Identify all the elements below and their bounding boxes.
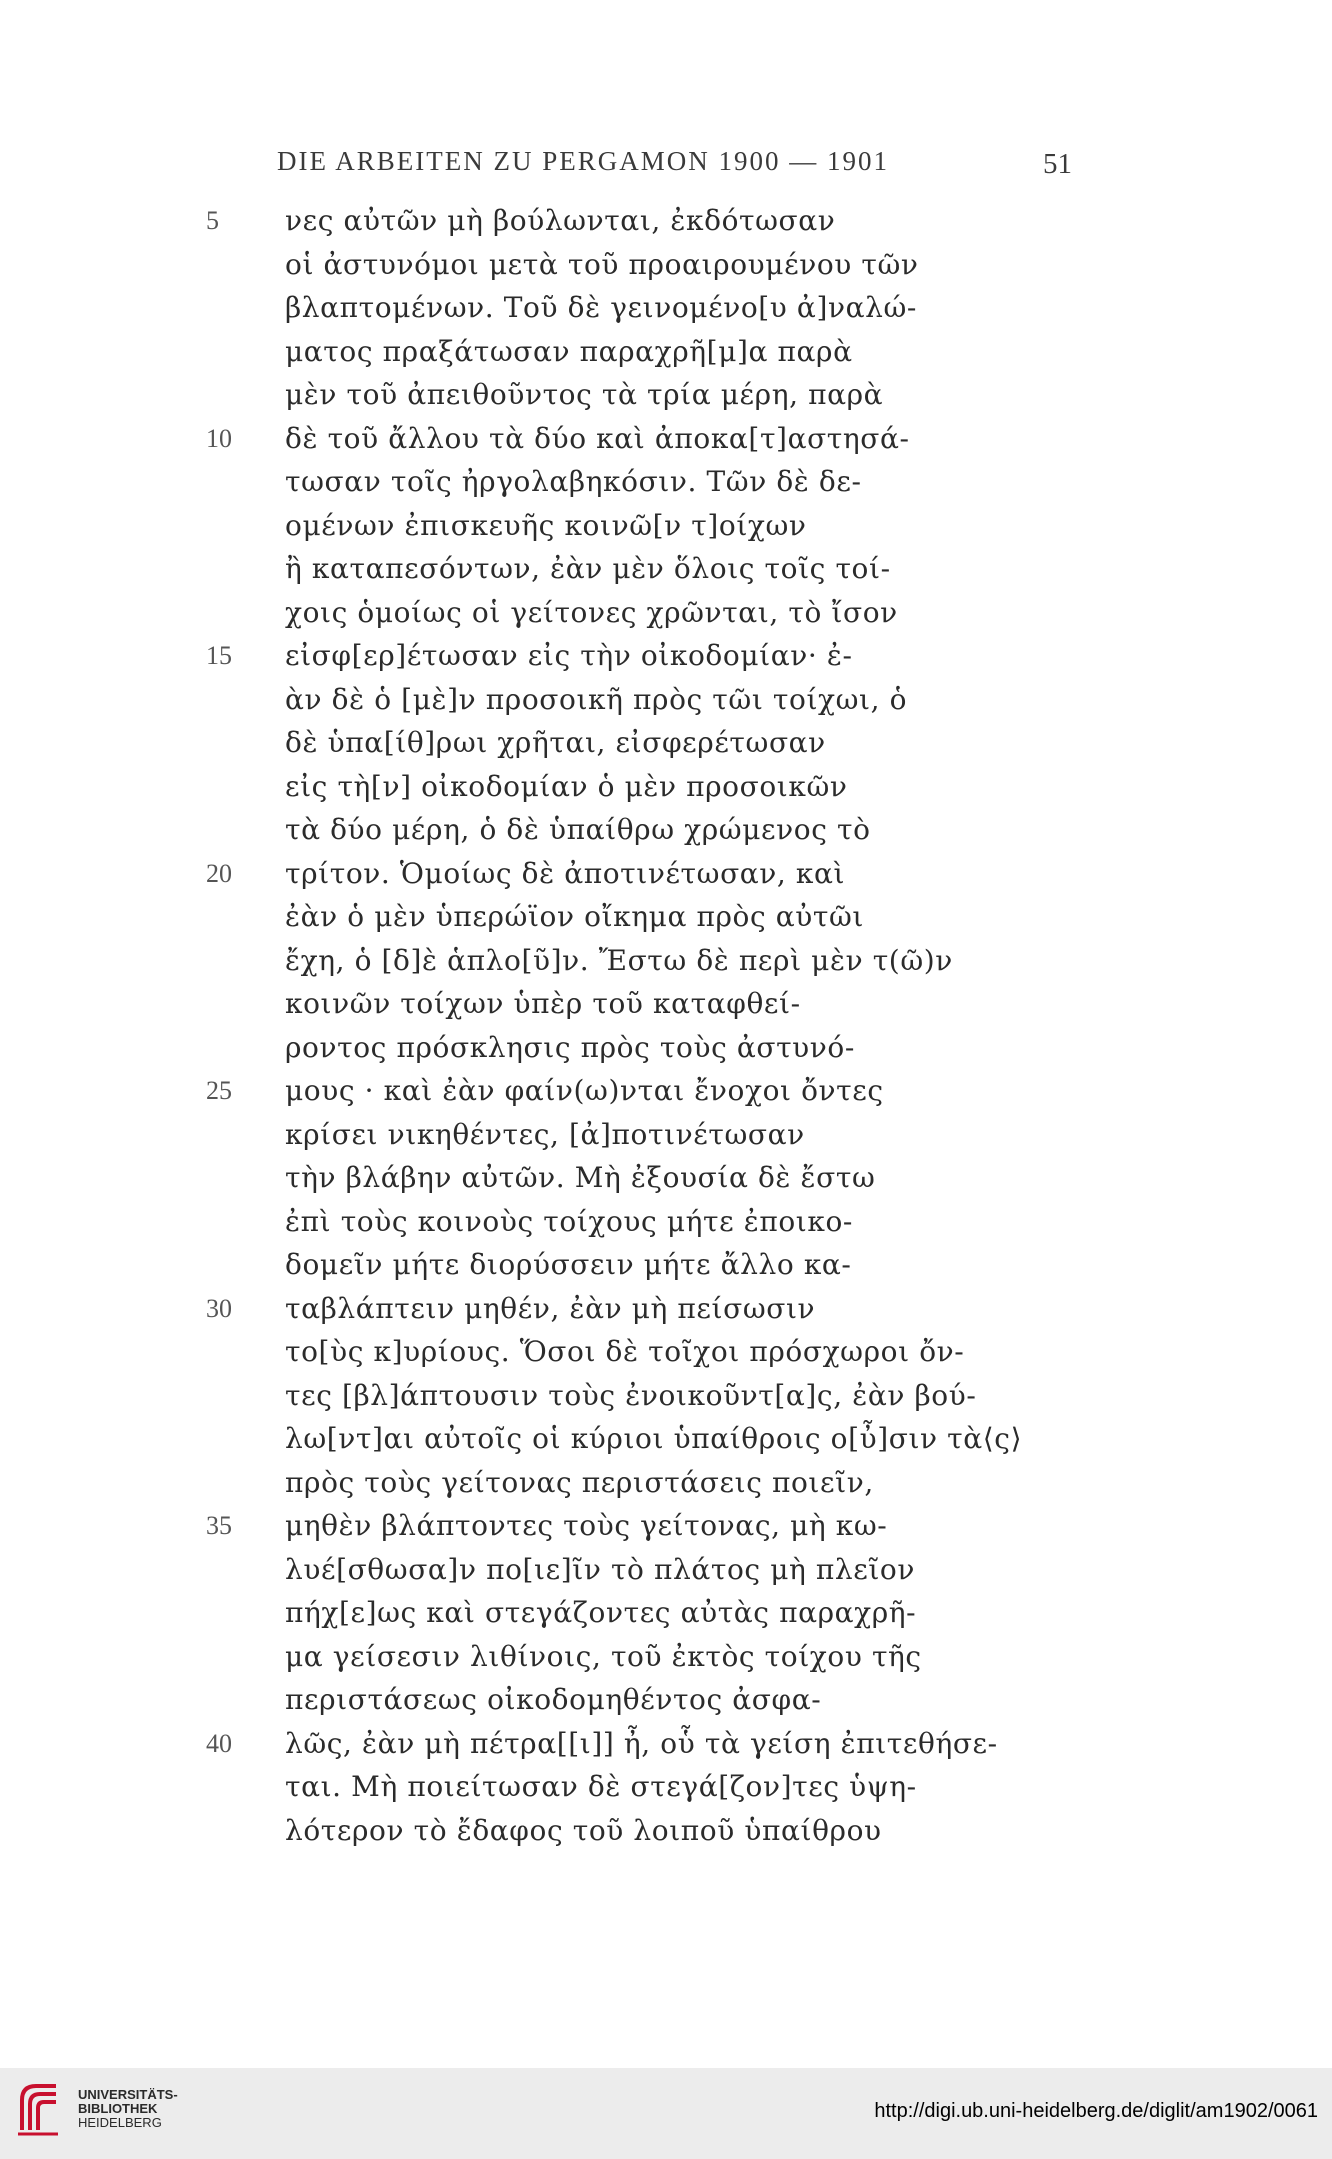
library-name-line1: UNIVERSITÄTS- (78, 2087, 178, 2102)
text-line (0, 1814, 1332, 1858)
line-number: 10 (206, 423, 232, 453)
line-text: χοις ὁμοίως οἱ γείτονες χρῶνται, τὸ ἴσον (285, 595, 898, 629)
line-text: μα γείσεσιν λιθίνοις, τοῦ ἐκτὸς τοίχου τῆς (285, 1639, 922, 1673)
text-line (0, 1553, 1332, 1597)
line-number: 15 (206, 641, 232, 670)
line-text: ἢ καταπεσόντων, ἐὰν μὲν ὅλοις τοῖς τοί- (285, 552, 891, 585)
text-line (0, 1683, 1332, 1727)
line-text: λότερον τὸ ἔδαφος τοῦ λοιποῦ ὑπαίθρου (285, 1813, 882, 1847)
text-line (0, 900, 1332, 944)
text-line (0, 639, 1332, 683)
line-text: λω[ντ]αι αὐτοῖς οἱ κύριοι ὑπαίθροις ο[ὖ]σιν τὰ⟨ς⟩ (285, 1422, 1023, 1455)
text-line (0, 1248, 1332, 1292)
line-text: τὰ δύο μέρη, ὁ δὲ ὑπαίθρω χρώμενος τὸ (285, 813, 871, 846)
text-line (0, 335, 1332, 379)
line-text: οἱ ἀστυνόμοι μετὰ τοῦ προαιρουμένου τῶν (285, 247, 919, 281)
text-line (0, 770, 1332, 814)
text-line (0, 1292, 1332, 1336)
line-text: δομεῖν μήτε διορύσσειν μήτε ἄλλο κα- (285, 1248, 852, 1281)
line-text: νες αὐτῶν μὴ βούλωνται, ἐκδότωσαν (285, 204, 836, 237)
line-text: βλαπτομένων. Τοῦ δὲ γεινομένο[υ ἀ]ναλώ- (285, 291, 917, 324)
line-number: 40 (206, 1728, 232, 1758)
text-line (0, 857, 1332, 901)
line-text: κοινῶν τοίχων ὑπὲρ τοῦ καταφθεί- (285, 987, 801, 1020)
line-text: ροντος πρόσκλησις πρὸς τοὺς ἀστυνό- (285, 1030, 855, 1064)
text-line (0, 1379, 1332, 1423)
line-text: δὲ ὑπα[ίθ]ρωι χρῆται, εἰσφερέτωσαν (285, 726, 826, 759)
text-line (0, 987, 1332, 1031)
line-text: ταβλάπτειν μηθέν, ἐὰν μὴ πείσωσιν (285, 1291, 816, 1325)
line-text: κρίσει νικηθέντες, [ἀ]ποτινέτωσαν (285, 1117, 805, 1151)
line-text: ἐπὶ τοὺς κοινοὺς τοίχους μήτε ἐποικο- (285, 1204, 853, 1238)
text-line (0, 1727, 1332, 1771)
text-line (0, 378, 1332, 422)
ub-heidelberg-logo-icon (14, 2078, 64, 2138)
text-line (0, 248, 1332, 292)
text-line (0, 683, 1332, 727)
line-text: μους · καὶ ἐὰν φαίν(ω)νται ἔνοχοι ὄντες (285, 1074, 884, 1107)
text-line (0, 1422, 1332, 1466)
line-number: 5 (206, 206, 219, 235)
line-text: ματος πραξάτωσαν παραχρῆ[μ]α παρὰ (285, 334, 853, 368)
text-line (0, 1466, 1332, 1510)
line-text: ἔχη, ὁ [δ]ὲ ἁπλο[ῦ]ν. Ἔστω δὲ περὶ μὲν τ(ῶ)ν (285, 943, 953, 977)
page-number: 51 (1043, 148, 1072, 180)
line-text: ομένων ἐπισκευῆς κοινῶ[ν τ]οίχων (285, 508, 807, 542)
line-text: ἐὰν ὁ μὲν ὑπερώϊον οἴκημα πρὸς αὐτῶι (285, 900, 864, 933)
text-line (0, 813, 1332, 857)
text-line (0, 1335, 1332, 1379)
text-line (0, 422, 1332, 466)
line-text: εἰσφ[ερ]έτωσαν εἰς τὴν οἰκοδομίαν· ἐ- (285, 639, 853, 672)
text-line (0, 596, 1332, 640)
text-line (0, 291, 1332, 335)
library-name (78, 2088, 178, 2130)
running-title: DIE ARBEITEN ZU PERGAMON 1900 — 1901 (277, 146, 889, 176)
line-text: ὰν δὲ ὁ [μὲ]ν προσοικῆ πρὸς τῶι τοίχωι, ὁ (285, 682, 908, 716)
line-text: τωσαν τοῖς ἠργολαβηκόσιν. Τῶν δὲ δε- (285, 465, 862, 498)
text-line (0, 726, 1332, 770)
line-text: πρὸς τοὺς γείτονας περιστάσεις ποιεῖν, (285, 1465, 874, 1499)
line-number: 20 (206, 858, 232, 888)
text-line (0, 1118, 1332, 1162)
text-line (0, 1770, 1332, 1814)
library-name-line2: BIBLIOTHEK (78, 2101, 158, 2116)
text-line (0, 552, 1332, 596)
line-text: εἰς τὴ[ν] οἰκοδομίαν ὁ μὲν προσοικῶν (285, 769, 848, 803)
text-line (0, 204, 1332, 248)
line-text: πήχ[ε]ως καὶ στεγάζοντες αὐτὰς παραχρῆ- (285, 1596, 917, 1629)
line-number: 35 (206, 1511, 232, 1540)
line-text: δὲ τοῦ ἄλλου τὰ δύο καὶ ἀποκα[τ]αστησά- (285, 421, 910, 455)
text-line (0, 1161, 1332, 1205)
line-text: λυέ[σθωσα]ν πο[ιε]ῖν τὸ πλάτος μὴ πλεῖον (285, 1552, 915, 1586)
line-text: περιστάσεως οἰκοδομηθέντος ἀσφα- (285, 1683, 822, 1716)
text-line (0, 1596, 1332, 1640)
line-number: 30 (206, 1293, 232, 1323)
library-name-line3: HEIDELBERG (78, 2115, 162, 2130)
line-text: μὲν τοῦ ἀπειθοῦντος τὰ τρία μέρη, παρὰ (285, 378, 884, 411)
greek-text-body (0, 204, 1332, 1857)
line-text: το[ὺς κ]υρίους. Ὅσοι δὲ τοῖχοι πρόσχωροι ὄν- (285, 1335, 965, 1368)
text-line (0, 1074, 1332, 1118)
line-number: 25 (206, 1076, 232, 1105)
text-line (0, 1640, 1332, 1684)
line-text: λῶς, ἐὰν μὴ πέτρα[[ι]] ἦ, οὗ τὰ γείση ἐπιτεθήσε- (285, 1726, 998, 1760)
library-footer (0, 2068, 1332, 2159)
line-text: μηθὲν βλάπτοντες τοὺς γείτονας, μὴ κω- (285, 1509, 888, 1542)
line-text: τες [βλ]άπτουσιν τοὺς ἐνοικοῦντ[α]ς, ἐὰν βού- (285, 1378, 977, 1412)
text-line (0, 465, 1332, 509)
text-line (0, 944, 1332, 988)
text-line (0, 1031, 1332, 1075)
line-text: ται. Μὴ ποιείτωσαν δὲ στεγά[ζον]τες ὑψη- (285, 1770, 917, 1803)
line-text: τρίτον. Ὁμοίως δὲ ἀποτινέτωσαν, καὶ (285, 856, 846, 890)
text-line (0, 1509, 1332, 1553)
text-line (0, 1205, 1332, 1249)
source-url-link[interactable]: http://digi.ub.uni-heidelberg.de/diglit/am1902/0061 (874, 2100, 1318, 2122)
line-text: τὴν βλάβην αὐτῶν. Μὴ ἐξουσία δὲ ἔστω (285, 1161, 876, 1194)
text-line (0, 509, 1332, 553)
